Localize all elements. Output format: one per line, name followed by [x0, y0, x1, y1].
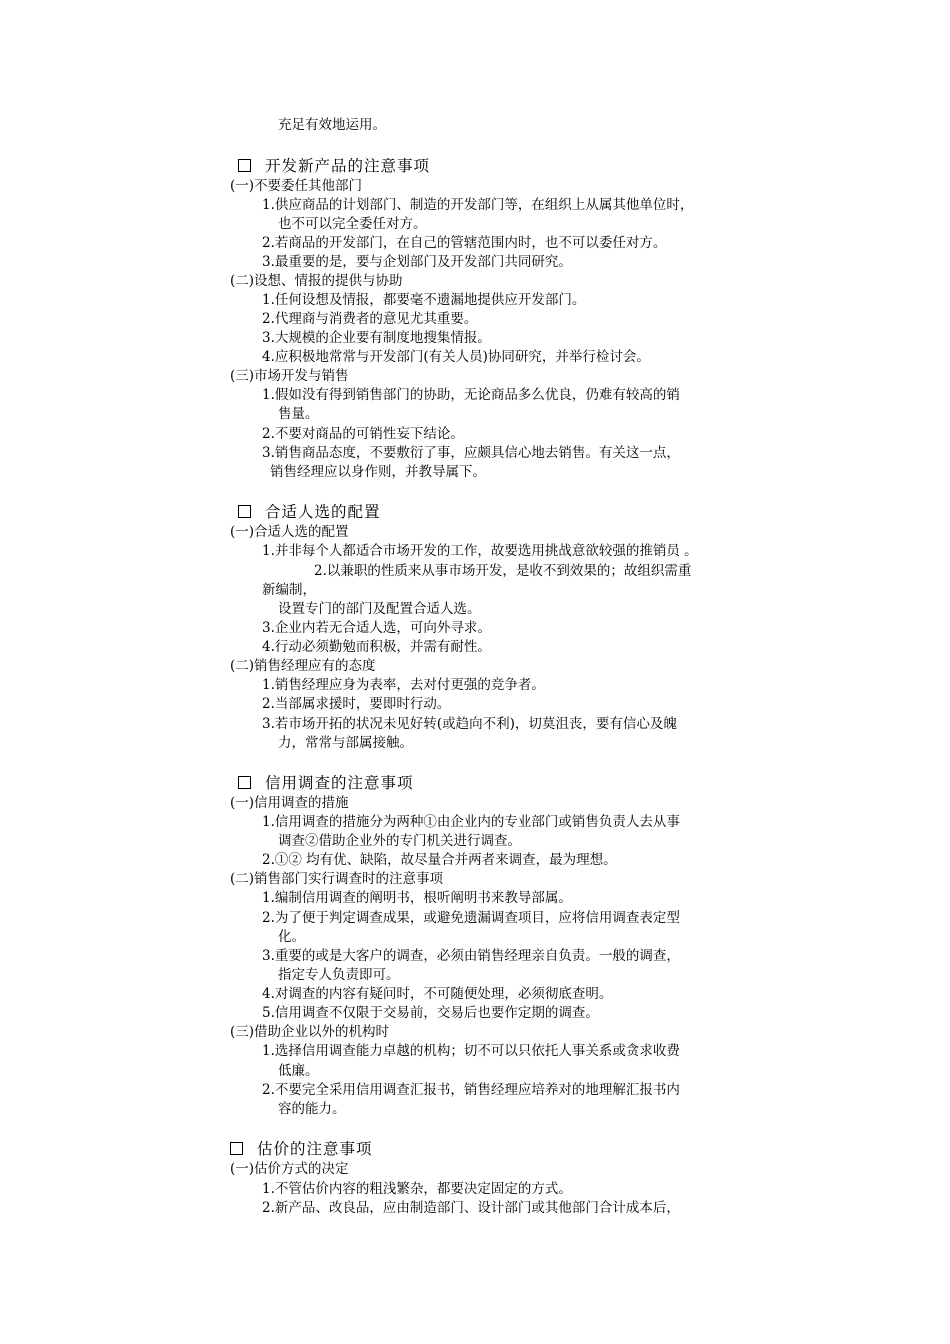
subsection-heading: (一)信用调查的措施 — [230, 795, 349, 811]
list-item-continuation: 力，常常与部属接触。 — [278, 735, 413, 751]
list-item: 2.新产品、改良品，应由制造部门、设计部门或其他部门合计成本后， — [262, 1200, 680, 1216]
subsection-heading: (二)设想、情报的提供与协助 — [230, 273, 403, 289]
list-item: 1.供应商品的计划部门、制造的开发部门等，在组织上从属其他单位时， — [262, 197, 694, 213]
subsection-heading: (一)不要委任其他部门 — [230, 178, 363, 194]
list-item-continuation: 指定专人负责即可。 — [278, 967, 400, 983]
list-item-continuation: 售量。 — [278, 406, 319, 422]
subsection-heading: (二)销售经理应有的态度 — [230, 658, 376, 674]
list-item-continuation: 化。 — [278, 929, 305, 945]
list-item: 1.并非每个人都适合市场开发的工作，故要选用挑战意欲较强的推销员 。 — [262, 543, 698, 559]
list-item: 3.最重要的是，要与企划部门及开发部门共同研究。 — [262, 254, 572, 270]
section-title: 估价的注意事项 — [257, 1140, 373, 1158]
list-item: 1.销售经理应身为表率，去对付更强的竞争者。 — [262, 677, 545, 693]
list-item: 4.对调查的内容有疑问时，不可随便处理，必须彻底查明。 — [262, 986, 613, 1002]
list-item: 2.为了便于判定调查成果，或避免遗漏调查项目，应将信用调查表定型 — [262, 910, 680, 926]
list-item-continuation: 销售经理应以身作则，并教导属下。 — [270, 464, 486, 480]
list-item: 2.若商品的开发部门，在自己的管辖范围内时，也不可以委任对方。 — [262, 235, 667, 251]
subsection-heading: (一)合适人选的配置 — [230, 524, 349, 540]
list-item: 2.代理商与消费者的意见尤其重要。 — [262, 311, 478, 327]
text-line: 充足有效地运用。 — [278, 117, 386, 133]
list-item: 3.若市场开拓的状况未见好转(或趋向不利)，切莫沮丧，要有信心及魄 — [262, 716, 677, 732]
section-heading — [238, 502, 381, 522]
subsection-heading: (三)借助企业以外的机构时 — [230, 1024, 390, 1040]
list-item: 3.销售商品态度，不要敷衍了事，应颇具信心地去销售。有关这一点， — [262, 445, 680, 461]
list-item: 1.编制信用调查的阐明书，根听阐明书来教导部属。 — [262, 890, 572, 906]
checkbox-square-icon — [238, 505, 251, 518]
subsection-heading: (一)估价方式的决定 — [230, 1161, 349, 1177]
list-item: 2.不要对商品的可销性妄下结论。 — [262, 426, 464, 442]
subsection-heading: (三)市场开发与销售 — [230, 368, 349, 384]
list-item: 1.选择信用调查能力卓越的机构；切不可以只依托人事关系或贪求收费 — [262, 1043, 680, 1059]
list-item-continuation: 低廉。 — [278, 1063, 319, 1079]
list-item-continuation: 调查②借助企业外的专门机关进行调查。 — [278, 833, 521, 849]
list-item-continuation: 也不可以完全委任对方。 — [278, 216, 427, 232]
list-item: 2.①② 均有优、缺陷，故尽量合并两者来调查，最为理想。 — [262, 852, 617, 868]
list-item: 1.不管估价内容的粗浅繁杂，都要决定固定的方式。 — [262, 1181, 572, 1197]
section-heading — [238, 773, 414, 793]
list-item: 4.应积极地常常与开发部门(有关人员)协同研究，并举行检讨会。 — [262, 349, 650, 365]
list-item-continuation: 容的能力。 — [278, 1101, 346, 1117]
checkbox-square-icon — [238, 776, 251, 789]
subsection-heading: (二)销售部门实行调查时的注意事项 — [230, 871, 444, 887]
list-item: 4.行动必须勤勉而积极，并需有耐性。 — [262, 639, 491, 655]
checkbox-square-icon — [230, 1142, 243, 1155]
list-item: 1.信用调查的措施分为两种①由企业内的专业部门或销售负责人去从事 — [262, 814, 680, 830]
list-item: 5.信用调查不仅限于交易前，交易后也要作定期的调查。 — [262, 1005, 599, 1021]
list-item: 1.任何设想及情报，都要毫不遗漏地提供应开发部门。 — [262, 292, 586, 308]
list-item: 2.当部属求援时，要即时行动。 — [262, 696, 451, 712]
list-item: 2.以兼职的性质来从事市场开发，是收不到效果的；故组织需重 — [314, 563, 692, 579]
list-item: 3.重要的或是大客户的调查，必须由销售经理亲自负责。一般的调查， — [262, 948, 680, 964]
list-item: 3.大规模的企业要有制度地搜集情报。 — [262, 330, 491, 346]
section-heading — [230, 1139, 373, 1159]
section-heading — [238, 156, 430, 176]
checkbox-square-icon — [238, 159, 251, 172]
list-item: 1.假如没有得到销售部门的协助，无论商品多么优良，仍难有较高的销 — [262, 387, 680, 403]
section-title: 开发新产品的注意事项 — [265, 157, 431, 175]
list-item: 2.不要完全采用信用调查汇报书，销售经理应培养对的地理解汇报书内 — [262, 1082, 680, 1098]
section-title: 合适人选的配置 — [265, 503, 381, 521]
list-item: 3.企业内若无合适人选，可向外寻求。 — [262, 620, 491, 636]
list-item-continuation: 设置专门的部门及配置合适人选。 — [278, 601, 481, 617]
list-item-continuation: 新编制， — [262, 582, 316, 598]
section-title: 信用调查的注意事项 — [265, 774, 414, 792]
